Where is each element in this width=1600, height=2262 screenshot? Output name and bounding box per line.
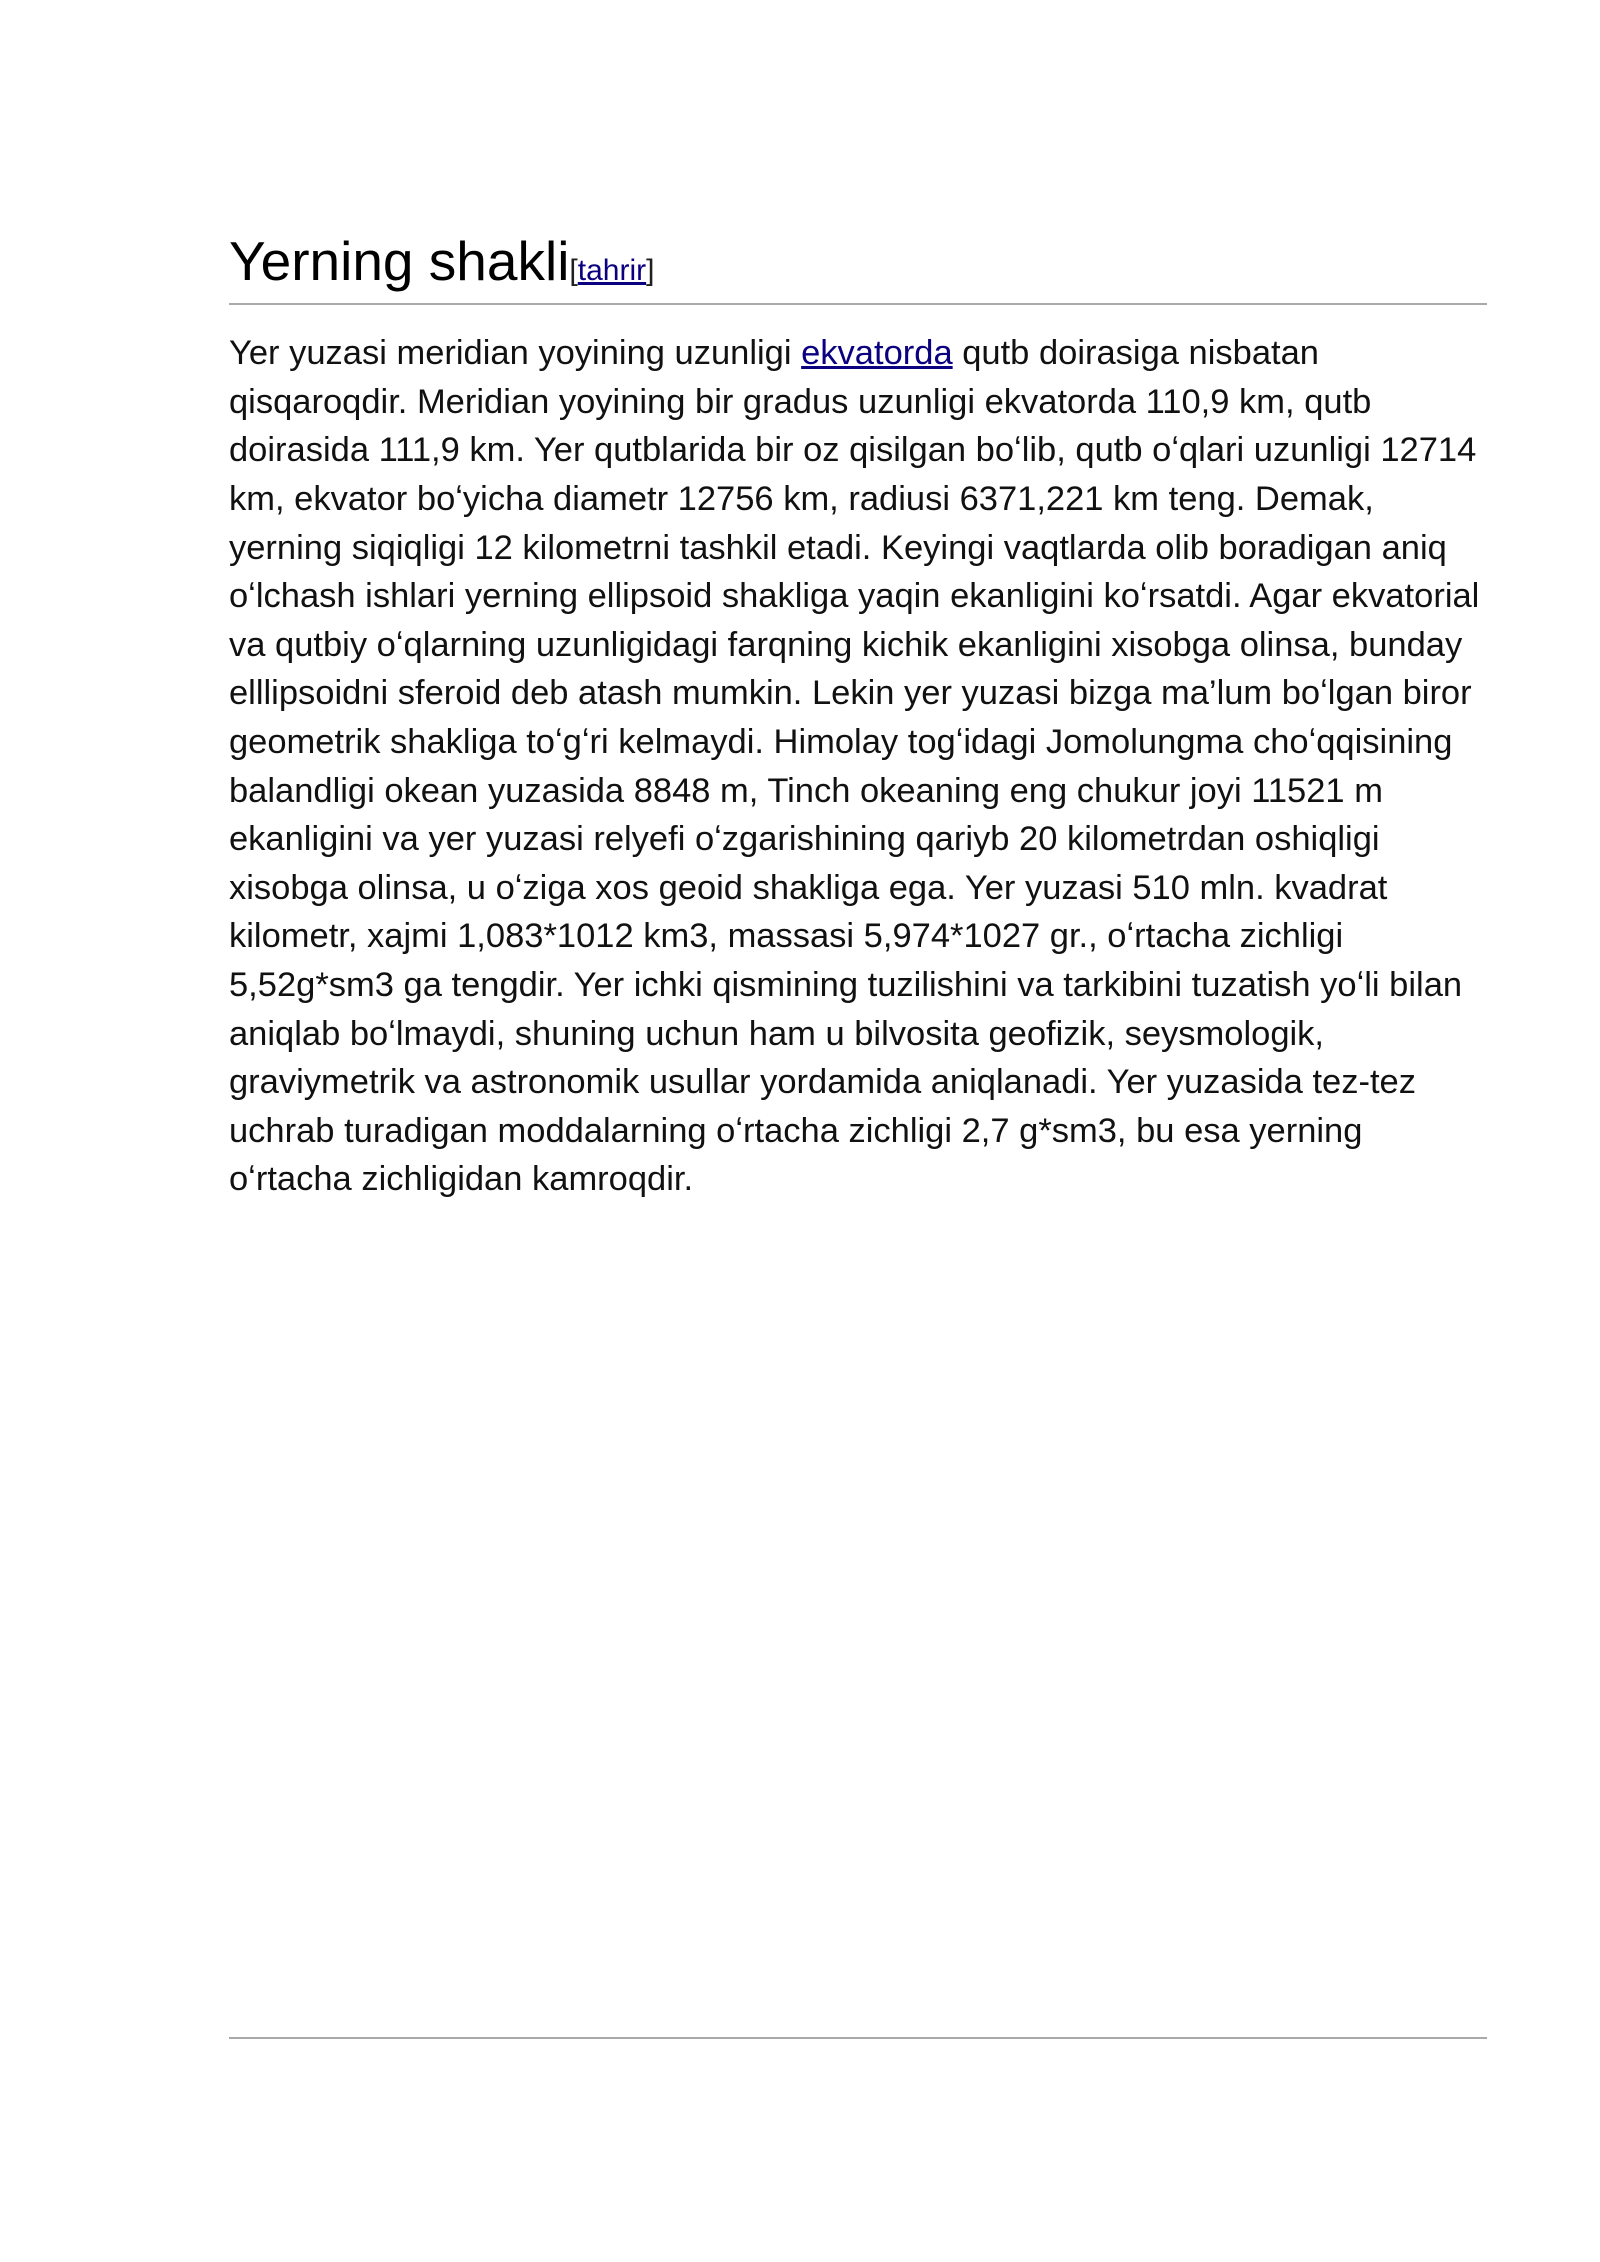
edit-section [569, 254, 654, 287]
body-paragraph [229, 329, 1487, 1204]
footer-divider [229, 2037, 1487, 2039]
paragraph-text-start: Yer yuzasi meridian yoyining uzunligi [229, 334, 802, 373]
section-heading [229, 230, 1487, 305]
section-title: Yerning shakli [229, 230, 570, 292]
article-section [229, 230, 1487, 1204]
paragraph-text-rest: qutb doirasiga nisbatan qisqaroqdir. Meridian yoyining bir gradus uzunligi ekvatorda 110,9 km, qutb doirasida 111,9 km. Yer qutblarida bir oz qisilgan boʻlib, qutb oʻqlari uzunligi 12714 km, ekvator boʻyicha diametr 12756 km, radiusi 6371,221 km teng. Demak, yerning siqiqligi 12 kilometrni tashkil etadi. Keyingi vaqtlarda olib boradigan aniq oʻlchash ishlari yerning ellipsoid shakliga yaqin ekanligini koʻrsatdi. Agar ekvatorial va qutbiy oʻqlarning uzunligidagi farqning kichik ekanligini xisobga olinsa, bunday elllipsoidni sferoid deb atash mumkin. Lekin yer yuzasi bizga ma’lum boʻlgan biror geometrik shakliga toʻgʻri kelmaydi. Himolay togʻidagi Jomolungma choʻqqisining balandligi okean yuzasida 8848 m, Tinch okeaning eng chukur joyi 11521 m ekanligini va yer yuzasi relyefi oʻzgarishining qariyb 20 kilometrdan oshiqligi xisobga olinsa, u oʻziga xos geoid shakliga ega. Yer yuzasi 510 mln. kvadrat kilometr, xajmi 1,083*1012 km3, massasi 5,974*1027 gr., oʻrtacha zichligi 5,52g*sm3 ga tengdir. Yer ichki qismining tuzilishini va tarkibini tuzatish yoʻli bilan aniqlab boʻlmaydi, shuning uchun ham u bilvosita geofizik, seysmologik, graviymetrik va astronomik usullar yordamida aniqlanadi. Yer yuzasida tez-tez uchrab turadigan moddalarning oʻrtacha zichligi 2,7 g*sm3, bu esa yerning oʻrtacha zichligidan kamroqdir. [229, 334, 1480, 1199]
ekvatorda-link[interactable]: ekvatorda [801, 334, 953, 373]
edit-section-link[interactable]: tahrir [577, 254, 647, 287]
edit-bracket-open: [ [569, 254, 578, 287]
edit-bracket-close: ] [646, 254, 655, 287]
